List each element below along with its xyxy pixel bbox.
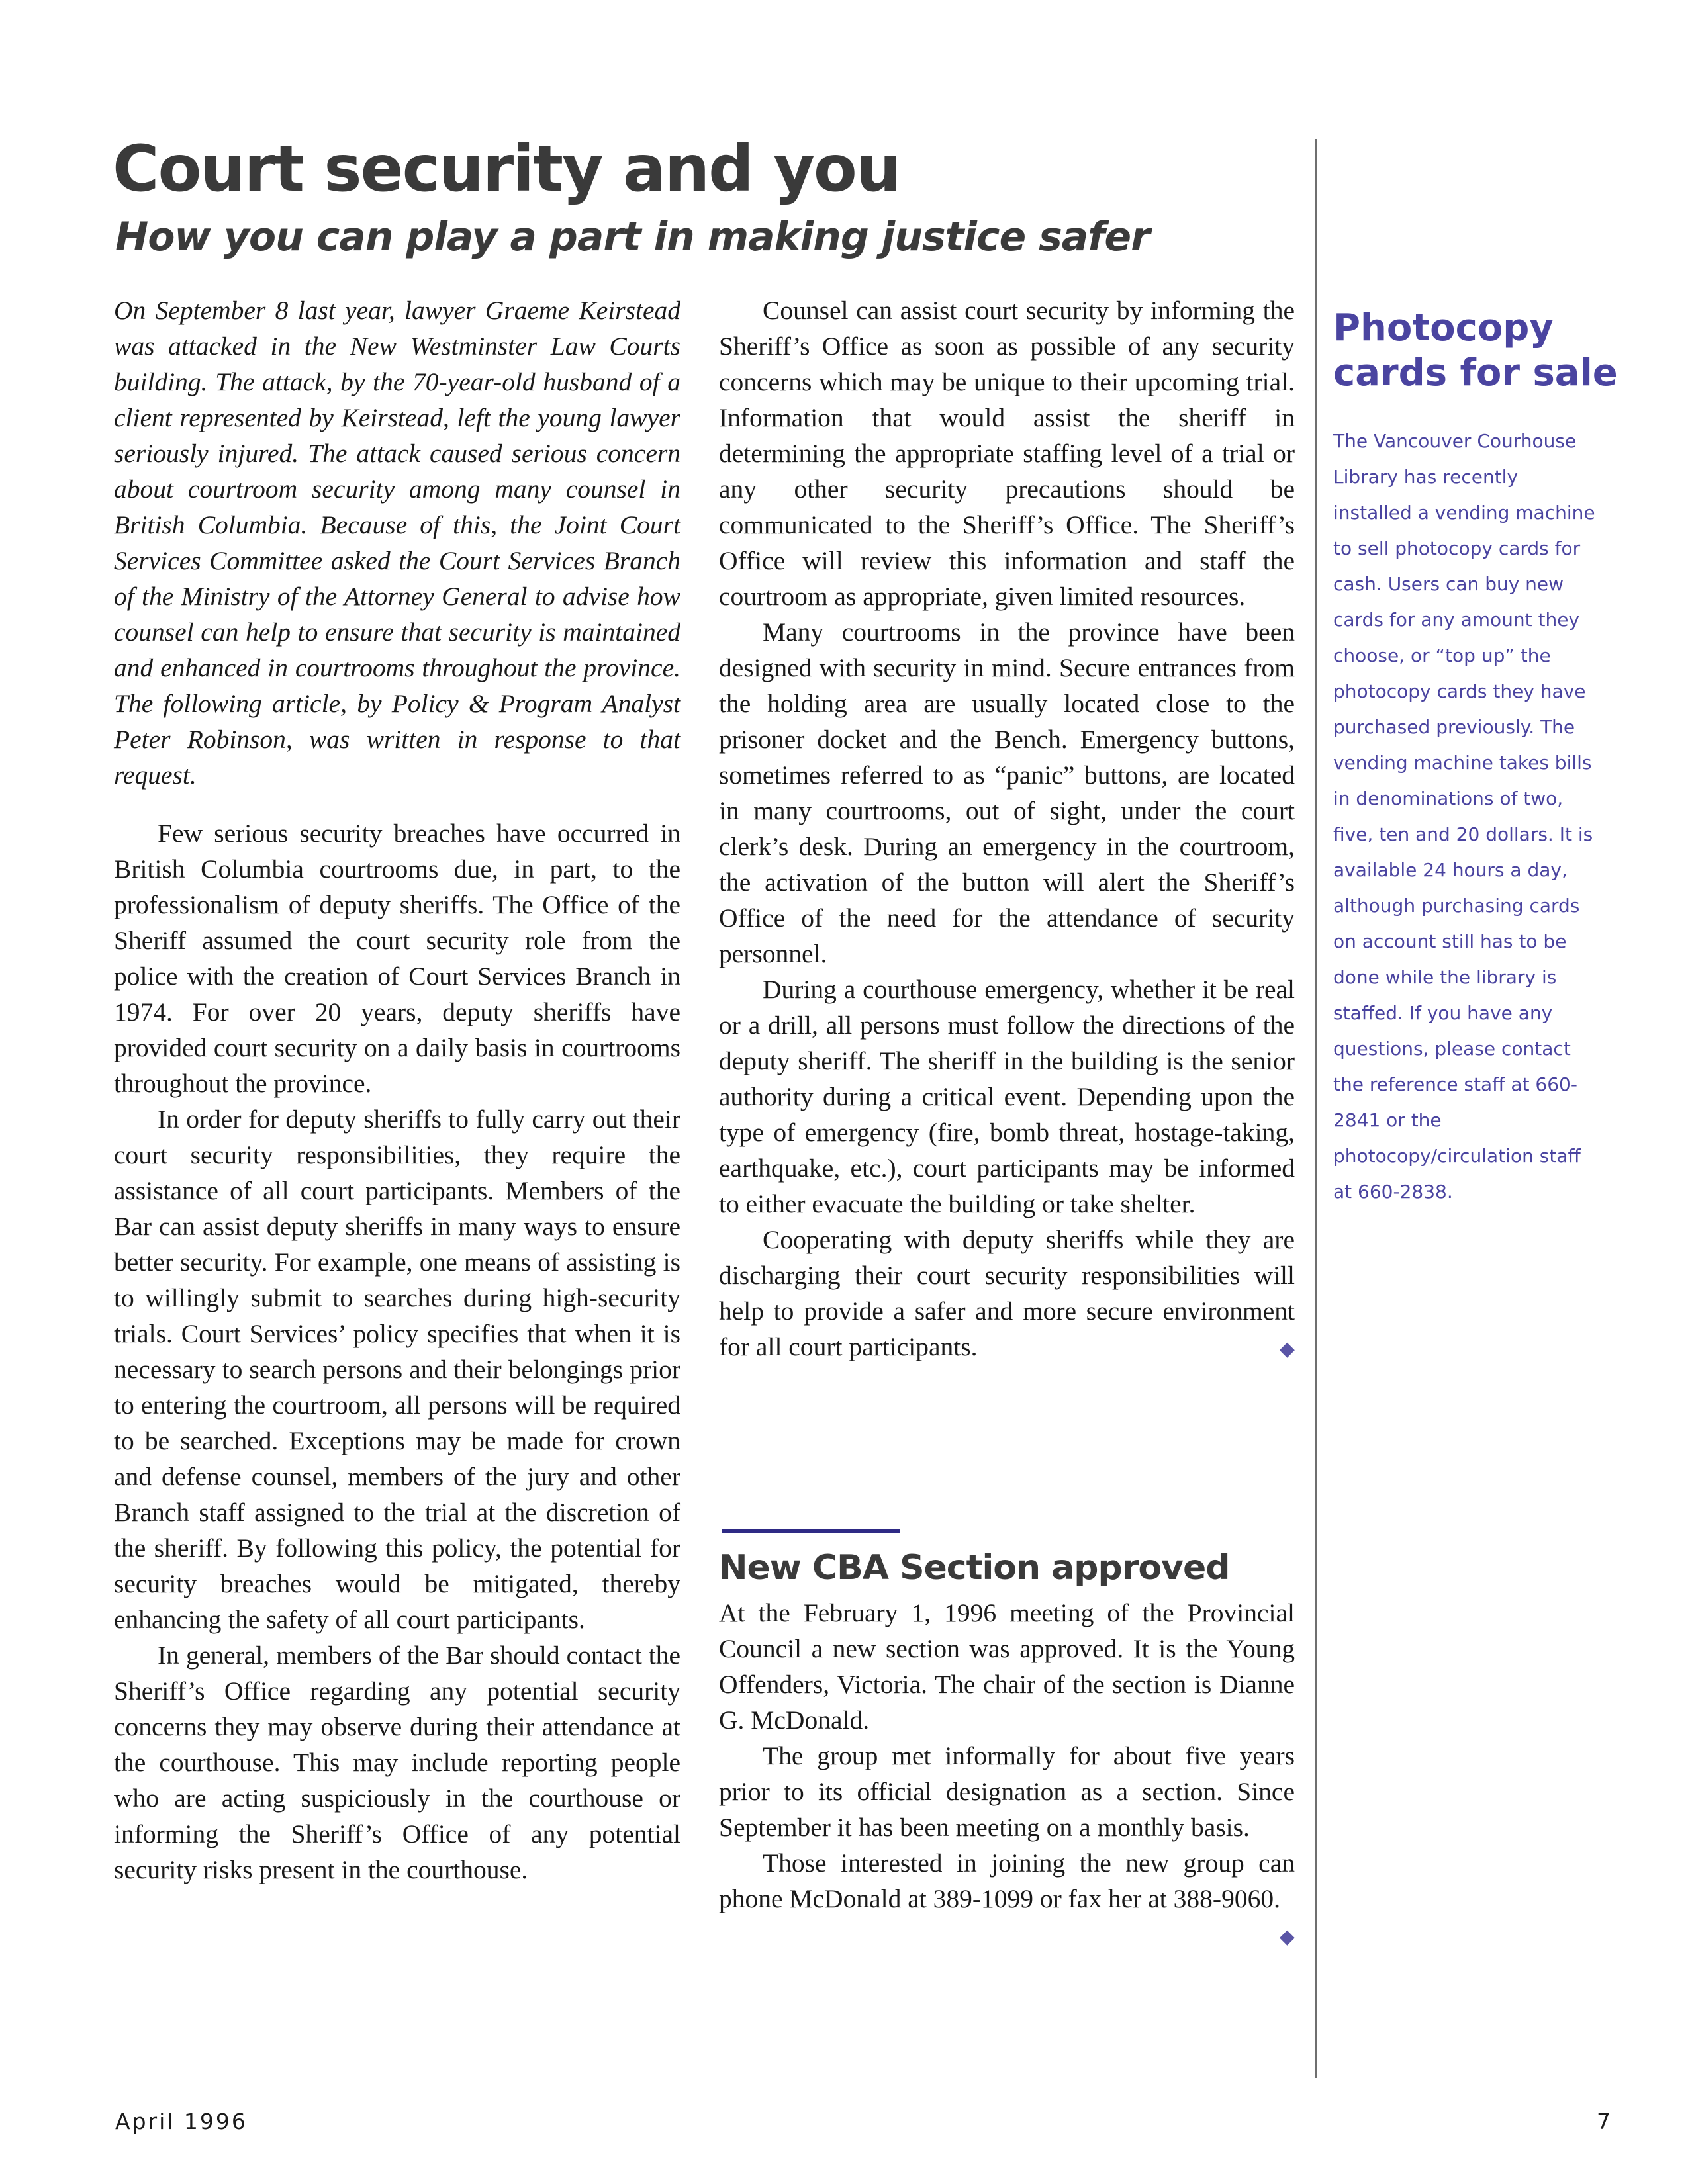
article-subtitle: How you can play a part in making justice safer bbox=[115, 214, 1150, 260]
sidebar-body bbox=[1333, 424, 1598, 1210]
article-paragraph: In general, members of the Bar should contact the Sheriff’s Office regarding any potential security concerns they may observe during their attendance at the courthouse. This may include reporting people who are acting suspiciously in the courthouse or informing the Sheriff’s Office of any potential security risks present in the courthouse. bbox=[114, 1641, 680, 1884]
cba-paragraph-text: Those interested in joining the new group can phone McDonald at 389-1099 or fax her at 388-9060. bbox=[719, 1848, 1295, 1913]
page-number: 7 bbox=[1597, 2109, 1611, 2134]
article-title: Court security and you bbox=[113, 132, 900, 206]
cba-paragraph: At the February 1, 1996 meeting of the Provincial Council a new section was approved. It is the Young Offenders, Victoria. The chair of the section is Dianne G. McDonald. bbox=[719, 1598, 1295, 1735]
article-paragraph: During a courthouse emergency, whether it be real or a drill, all persons must follow the directions of the deputy sheriff. The sheriff in the building is the senior authority during a critical event. Depending upon the type of emergency (fire, bomb threat, hostage-taking, earthquake, etc.), court participants may be informed to either evacuate the building or take shelter. bbox=[719, 975, 1295, 1218]
article-paragraph: Few serious security breaches have occurred in British Columbia courtrooms due, in part, to the professionalism of deputy sheriffs. The Office of the Sheriff assumed the court security role from the police with the creation of Court Services Branch in 1974. For over 20 years, deputy sheriffs have provided court security on a daily basis in courtrooms throughout the province. bbox=[114, 819, 680, 1098]
cba-paragraph-last bbox=[719, 1845, 1295, 1948]
cba-section-title: New CBA Section approved bbox=[719, 1548, 1230, 1588]
article-paragraph-last bbox=[719, 1222, 1295, 1365]
article-paragraph: Many courtrooms in the province have been designed with security in mind. Secure entrances from the holding area are usually located close to the prisoner docket and the Bench. Emergency buttons, sometimes referred to as “panic” buttons, are located in many courtrooms, out of sight, under the court clerk’s desk. During an emergency in the courtroom, the activation of the button will alert the Sheriff’s Office of the need for the attendance of security personnel. bbox=[719, 617, 1295, 968]
cba-paragraph: The group met informally for about five years prior to its official designation as a section. Since September it has been meeting on a monthly basis. bbox=[719, 1741, 1295, 1842]
article-intro: On September 8 last year, lawyer Graeme Keirstead was attacked in the New Westminster Law Courts building. The attack, by the 70-year-old husband of a client represented by Keirstead, left the young lawyer seriously injured. The attack caused serious concern about courtroom security among many counsel in British Columbia. Because of this, the Joint Court Services Committee asked the Court Services Branch of the Ministry of the Attorney General to advise how counsel can help to ensure that security is maintained and enhanced in courtrooms throughout the province. The following article, by Policy & Program Analyst Peter Robinson, was written in response to that request. bbox=[114, 296, 680, 790]
footer-issue: April 1996 bbox=[115, 2109, 248, 2134]
article-paragraph: In order for deputy sheriffs to fully carry out their court security responsibilities, they require the assistance of all court participants. Members of the Bar can assist deputy sheriffs in many ways to ensure better security. For example, one means of assisting is to willingly submit to searches during high-security trials. Court Services’ policy specifies that when it is necessary to search persons and their belongings prior to entering the courtroom, all persons will be required to be searched. Exceptions may be made for crown and defense counsel, members of the jury and other Branch staff assigned to the trial at the discretion of the sheriff. By following this policy, the potential for security breaches would be mitigated, thereby enhancing the safety of all court participants. bbox=[114, 1105, 680, 1634]
article-paragraph: Counsel can assist court security by informing the Sheriff’s Office as soon as possible of any security concerns which may be unique to their upcoming trial. Information that would assist the sheriff in determining the appropriate staffing level of a trial or any other security precautions should be communicated to the Sheriff’s Office. The Sheriff’s Office will review this information and staff the courtroom as appropriate, given limited resources. bbox=[719, 296, 1295, 611]
sidebar-title: Photocopy cards for sale bbox=[1333, 306, 1618, 394]
cba-section-body bbox=[719, 1595, 1295, 1955]
sidebar-text: The Vancouver Courhouse Library has recently installed a vending machine to sell photocopy cards for cash. Users can buy new cards for any amount they choose, or “top up” the photocopy cards they have purchased previously. The vending machine takes bills in denominations of two, five, ten and 20 dollars. It is available 24 hours a day, although purchasing cards on account still has to be done while the library is staffed. If you have any questions, please contact the reference staff at 660-2841 or the photocopy/circulation staff at 660-2838. bbox=[1333, 430, 1595, 1203]
article-column-1 bbox=[114, 293, 680, 1888]
article-column-2 bbox=[719, 293, 1295, 1367]
end-diamond-icon: ◆ bbox=[1279, 1926, 1295, 1948]
section-rule bbox=[722, 1529, 900, 1533]
article-paragraph-text: Cooperating with deputy sheriffs while they are discharging their court security responsibilities will help to provide a safer and more secure environment for all court participants. bbox=[719, 1225, 1295, 1361]
end-diamond-icon: ◆ bbox=[1279, 1338, 1295, 1360]
column-divider bbox=[1315, 139, 1317, 2078]
